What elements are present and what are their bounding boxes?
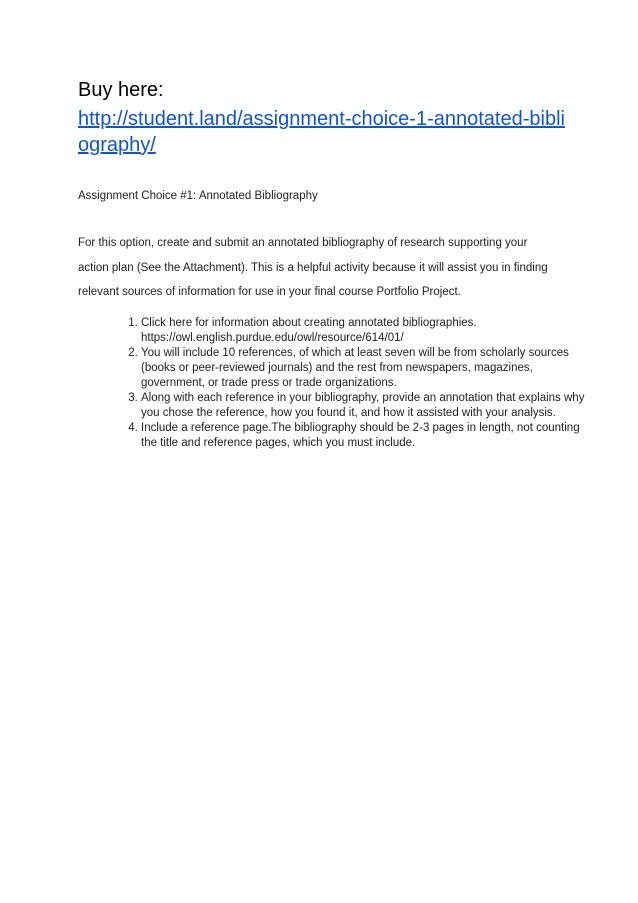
list-item: 1. Click here for information about creating annotated bibliographies. https://owl.english.purdue.edu/owl/resource/614/01/ xyxy=(141,316,593,346)
purchase-link[interactable]: http://student.land/assignment-choice-1-annotated-bibliography/ xyxy=(78,108,565,156)
assignment-title: Assignment Choice #1: Annotated Bibliography xyxy=(78,190,318,202)
intro-paragraph: For this option, create and submit an annotated bibliography of research supporting your action plan (See the Attachment). This is a helpful activity because it will assist you in finding relevant sources of information for use in your final course Portfolio Project. xyxy=(78,237,548,298)
buy-here-heading: Buy here: xyxy=(78,79,164,101)
list-item: 3. Along with each reference in your bibliography, provide an annotation that explains why you chose the reference, how you found it, and how it assisted with your analysis. xyxy=(141,391,593,421)
list-item: 4. Include a reference page.The bibliography should be 2-3 pages in length, not counting the title and reference pages, which you must include. xyxy=(141,421,593,451)
list-item: 2. You will include 10 references, of which at least seven will be from scholarly sources (books or peer-reviewed journals) and the rest from newspapers, magazines, government, or trade press or trade organizations. xyxy=(141,346,593,391)
instruction-list xyxy=(114,316,593,451)
